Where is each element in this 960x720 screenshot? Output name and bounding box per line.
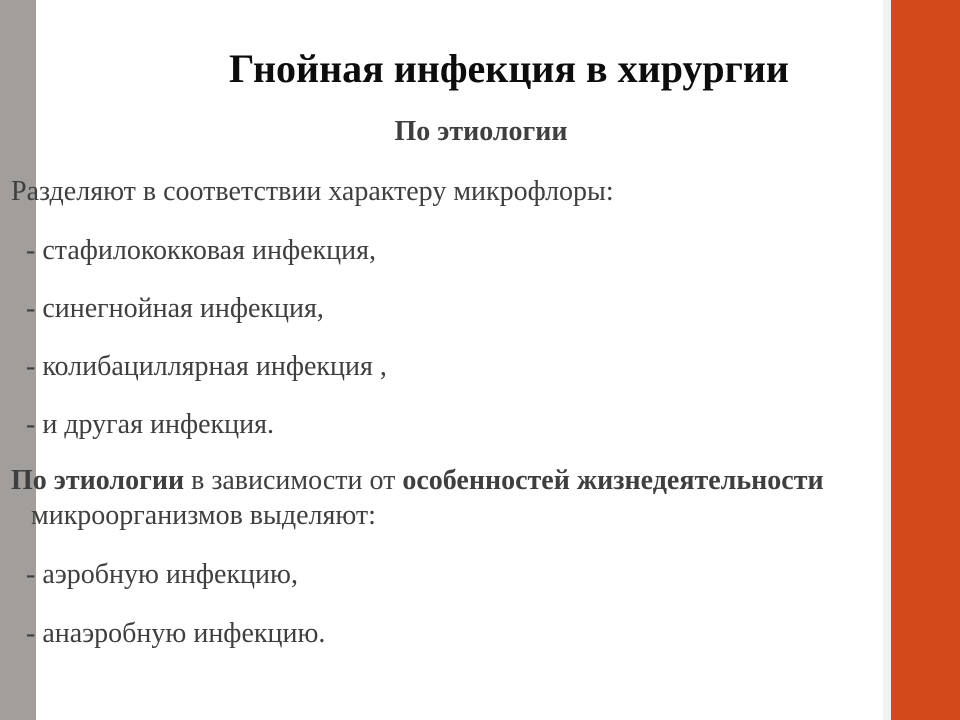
- right-decor-strip: [883, 0, 891, 720]
- para-middle-text: в зависимости от: [184, 465, 403, 496]
- right-decor-bar: [891, 0, 960, 720]
- microflora-item-1: - стафилококковая инфекция,: [26, 235, 376, 266]
- type-item-2: - анаэробную инфекцию.: [26, 618, 326, 649]
- microflora-item-4: - и другая инфекция.: [26, 409, 274, 440]
- microflora-item-3: - колибациллярная инфекция ,: [26, 351, 387, 382]
- bold-vital-features: особенностей жизнедеятельности: [402, 465, 824, 496]
- slide-title: Гнойная инфекция в хирургии: [229, 46, 789, 91]
- slide-subtitle: По этиологии: [394, 116, 568, 147]
- second-paragraph: [11, 463, 824, 499]
- type-item-1: - аэробную инфекцию,: [26, 559, 298, 590]
- bold-etiology: По этиологии: [11, 465, 185, 496]
- microflora-item-2: - синегнойная инфекция,: [26, 293, 324, 324]
- second-paragraph-continuation: микроорганизмов выделяют:: [31, 500, 376, 531]
- intro-line: Разделяют в соответствии характеру микрофлоры:: [11, 176, 614, 207]
